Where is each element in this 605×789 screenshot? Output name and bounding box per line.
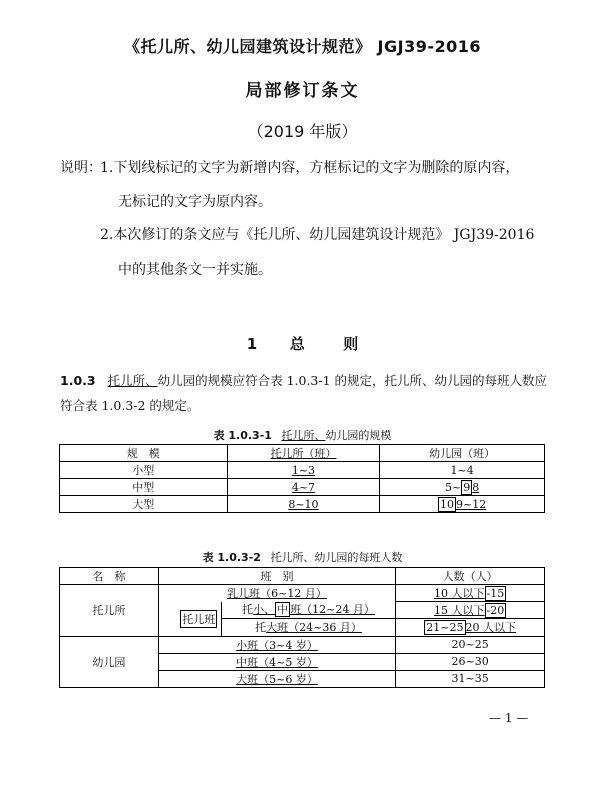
table-header-row — [60, 445, 545, 462]
note-2-line-1: 2.本次修订的条文应与《托儿所、幼儿园建筑设计规范》 JGJ39-2016 — [100, 227, 535, 243]
table1-header-kindergarten: 幼儿园（班） — [380, 445, 545, 462]
table-row — [60, 636, 545, 653]
clause-new-text: 托儿所、 — [107, 373, 158, 388]
clause-line-2: 符合表 1.0.3-2 的规定。 — [60, 398, 200, 413]
deleted-text-box: -20 — [486, 604, 505, 618]
section-title-char-2: 则 — [343, 335, 359, 353]
table1-cell-nursery: 4~7 — [227, 479, 380, 496]
deleted-text-box: 10 — [440, 497, 455, 511]
table1-cell-scale: 中型 — [60, 479, 228, 496]
table2-cell-count: 15 人以下 -20 — [396, 602, 545, 619]
section-number: 1 — [246, 335, 258, 353]
table2-kindergarten-label: 幼儿园 — [60, 636, 159, 687]
table-scale — [59, 444, 545, 513]
deleted-text-box: 9 — [463, 480, 471, 494]
page-number: — 1 — — [489, 711, 529, 725]
table2-cell-count: 21~25 20 人以下 — [396, 619, 545, 636]
clause-text-1: 幼儿园的规模应符合表 1.0.3-1 的规定，托儿所、幼儿园的每班人数应 — [157, 373, 548, 388]
table2-caption — [0, 549, 605, 565]
section-title-char-1: 总 — [289, 335, 305, 353]
table-header-row — [60, 568, 545, 585]
deleted-text-box: 托儿班 — [180, 610, 217, 628]
table1-cell-scale: 小型 — [60, 462, 228, 479]
clause-number: 1.0.3 — [60, 373, 96, 388]
table-row — [60, 479, 545, 496]
table2-header-name: 名 称 — [60, 568, 159, 585]
table1-cell-kindergarten: 1~4 — [380, 462, 545, 479]
table2-cell-class: 托小、 中 班（12~24 月） — [222, 602, 396, 619]
table1-cell-nursery: 1~3 — [227, 462, 380, 479]
table1-cell-kindergarten — [380, 496, 545, 513]
new-text: 8 — [472, 480, 480, 494]
table2-cell-count: 20~25 — [396, 636, 545, 653]
table1-header-nursery: 托儿所（班） — [227, 445, 380, 462]
table2-cell-class: 大班（5~6 岁） — [158, 670, 396, 687]
table2-cell-class: 中班（4~5 岁） — [158, 653, 396, 670]
clause-line-1 — [60, 371, 547, 391]
table-row — [60, 462, 545, 479]
note-1-line-1: 1.下划线标记的文字为新增内容，方框标记的文字为删除的原内容， — [100, 160, 520, 176]
table1-cell-nursery: 8~10 — [227, 496, 380, 513]
table2-cell-class: 托大班（24~36 月） — [255, 620, 362, 634]
table2-header-class: 班 别 — [158, 568, 396, 585]
table2-cell-count: 10 人以下 -15 — [396, 585, 545, 602]
table2-cell-count: 26~30 — [396, 653, 545, 670]
note-1-line-2: 无标记的文字为原内容。 — [118, 194, 272, 210]
document-title: 《托儿所、幼儿园建筑设计规范》 JGJ39-2016 — [123, 37, 482, 56]
table2-header-count: 人数（人） — [396, 568, 545, 585]
table2-cell-class: 小班（3~4 岁） — [158, 636, 396, 653]
table2-cell-class: 乳儿班（6~12 月） — [158, 585, 396, 602]
table1-cell-kindergarten: 5~ 9 8 — [380, 479, 545, 496]
table1-caption — [0, 427, 605, 443]
new-text: 9~12 — [456, 497, 487, 511]
notes-label: 说明： — [60, 160, 102, 176]
table1-caption-new: 托儿所、 — [281, 429, 326, 442]
deleted-text-box: 中 — [277, 602, 289, 616]
table2-caption-number: 表 1.0.3-2 — [202, 551, 261, 564]
section-heading — [0, 333, 605, 354]
edition-label: （2019 年版） — [247, 122, 358, 141]
table1-cell-scale: 大型 — [60, 496, 228, 513]
table1-header-scale: 规 模 — [60, 445, 228, 462]
deleted-text-box: -15 — [486, 587, 505, 600]
note-2-line-2: 中的其他条文一并实施。 — [118, 262, 272, 278]
table2-cell-count: 31~35 — [396, 670, 545, 687]
document-subtitle: 局部修订条文 — [245, 81, 360, 101]
table1-caption-text: 幼儿园的规模 — [325, 429, 392, 442]
table-class-size — [59, 567, 545, 688]
table1-caption-number: 表 1.0.3-1 — [213, 429, 272, 442]
table2-caption-text: 托儿所、幼儿园的每班人数 — [270, 551, 403, 564]
deleted-text-box: 21~25 — [426, 621, 464, 635]
table-row — [60, 496, 545, 513]
table2-nursery-label: 托儿所 — [60, 585, 159, 637]
table-row — [60, 585, 545, 602]
